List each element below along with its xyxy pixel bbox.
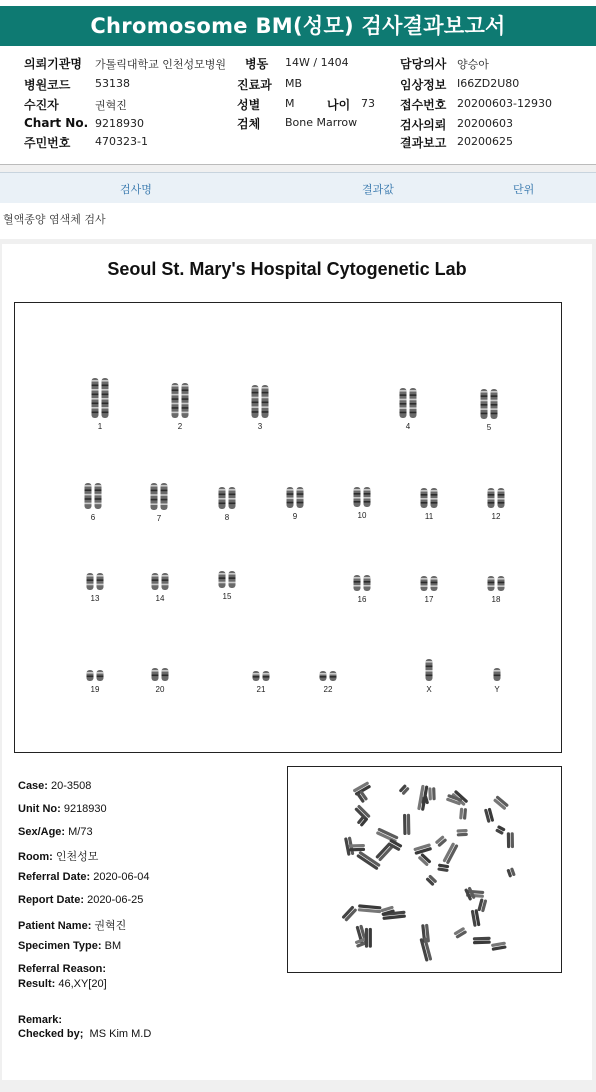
patient-label: Patient Name: (18, 920, 92, 932)
chromosome-label-14: 14 (155, 594, 165, 603)
info-value-chart-no: 9218930 (95, 117, 144, 130)
info-value-age: 73 (361, 97, 375, 110)
metaphase-chromosome (358, 904, 382, 913)
chromosome-14-2 (162, 573, 169, 590)
info-value-institution: 가톨릭대학교 인천성모병원 (95, 58, 227, 71)
chromosome-22-1 (320, 671, 327, 681)
metaphase-chromosome (473, 937, 491, 945)
info-value-request-date: 20200603 (457, 117, 513, 130)
lab-title: Seoul St. Mary's Hospital Cytogenetic Lab (107, 259, 467, 279)
metaphase-chromosome (506, 867, 516, 878)
metaphase-chromosome (459, 808, 467, 820)
chromosome-19-1 (87, 670, 94, 681)
result-table-header (0, 172, 596, 204)
chromosome-2-1 (172, 383, 179, 418)
metaphase-chromosome (442, 842, 458, 864)
metaphase-chromosome (477, 898, 487, 912)
chromosome-label-19: 19 (90, 685, 100, 694)
metaphase-chromosome (399, 784, 410, 795)
chromosome-16-1 (354, 575, 361, 591)
info-value-department: MB (285, 77, 303, 90)
room-line (18, 848, 98, 864)
info-value-resident-no: 470323-1 (95, 135, 148, 148)
chromosome-11-2 (431, 488, 438, 508)
chromosome-5-1 (481, 389, 488, 419)
metaphase-chromosome (341, 905, 357, 922)
sexage-label: Sex/Age: (18, 826, 66, 838)
referral-date-value: 2020-06-04 (93, 871, 150, 883)
chromosome-21-2 (263, 671, 270, 681)
bottom-strip (0, 1082, 596, 1092)
referral-date-label: Referral Date: (18, 871, 91, 883)
column-test-name[interactable]: 검사명 (120, 183, 152, 196)
metaphase-chromosome (464, 886, 476, 901)
chromosome-13-2 (97, 573, 104, 590)
karyotype-panel (14, 302, 562, 753)
info-key-accession-no: 접수번호 (400, 98, 447, 112)
info-value-accession-no: 20200603-12930 (457, 97, 552, 110)
referral-date-line (18, 871, 149, 883)
test-name-cell: 혈액종양 염색체 검사 (3, 213, 106, 226)
info-key-specimen: 검체 (237, 117, 261, 131)
chromosome-label-21: 21 (256, 685, 266, 694)
unit-label: Unit No: (18, 803, 61, 815)
chromosome-label-10: 10 (357, 511, 367, 520)
patient-info-panel (0, 46, 596, 165)
chromosome-21-1 (253, 671, 260, 681)
metaphase-chromosome (484, 808, 494, 824)
chromosome-11-1 (421, 488, 428, 508)
chromosome-label-5: 5 (486, 423, 492, 432)
metaphase-chromosome (437, 863, 449, 872)
chromosome-5-2 (491, 389, 498, 419)
info-key-patient: 수진자 (24, 98, 59, 112)
chromosome-10-2 (364, 487, 371, 507)
unit-line (18, 803, 107, 815)
chromosome-label-8: 8 (224, 513, 230, 522)
info-value-doctor: 양승아 (457, 58, 489, 71)
case-label: Case: (18, 780, 48, 792)
patient-value: 권혁진 (94, 920, 127, 932)
chromosome-Y-1 (494, 668, 501, 681)
info-key-clinical-info: 임상정보 (400, 78, 447, 92)
chromosome-7-1 (151, 483, 158, 510)
metaphase-chromosome (356, 851, 381, 871)
room-value: 인천성모 (55, 851, 99, 863)
chromosome-label-3: 3 (257, 422, 263, 431)
info-key-ward: 병동 (245, 57, 269, 71)
report-date-value: 2020-06-25 (87, 894, 144, 906)
case-line (18, 780, 91, 792)
room-label: Room: (18, 851, 53, 863)
chromosome-20-1 (152, 668, 159, 681)
info-key-hospital-code: 병원코드 (24, 78, 71, 92)
chromosome-18-1 (488, 576, 495, 591)
reason-label: Referral Reason: (18, 963, 107, 975)
sexage-value: M/73 (68, 826, 93, 838)
chromosome-8-2 (229, 487, 236, 509)
chromosome-2-2 (182, 383, 189, 418)
remark-label: Remark: (18, 1014, 63, 1026)
unit-value: 9218930 (63, 803, 107, 815)
checked-value: MS Kim M.D (89, 1028, 152, 1040)
result-value: 46,XY[20] (58, 978, 107, 990)
checked-line (18, 1028, 151, 1040)
metaphase-chromosome (453, 927, 467, 939)
info-key-request-date: 검사의뢰 (400, 118, 447, 132)
metaphase-chromosome (471, 909, 481, 927)
chromosome-label-Y: Y (494, 685, 500, 694)
chromosome-label-13: 13 (90, 594, 100, 603)
patient-line (18, 917, 126, 933)
info-key-resident-no: 주민번호 (24, 136, 71, 150)
chromosome-label-20: 20 (155, 685, 165, 694)
chromosome-label-7: 7 (156, 514, 162, 523)
column-result[interactable]: 결과값 (362, 183, 394, 196)
info-key-institution: 의뢰기관명 (24, 57, 82, 71)
metaphase-chromosome (435, 835, 448, 847)
chromosome-3-1 (252, 385, 259, 418)
metaphase-chromosome (413, 843, 432, 855)
metaphase-chromosome (365, 928, 372, 948)
reason-line (18, 963, 106, 975)
sexage-line (18, 826, 93, 838)
chromosome-label-17: 17 (424, 595, 434, 604)
specimen-label: Specimen Type: (18, 940, 102, 952)
report-date-line (18, 894, 143, 906)
specimen-value: BM (104, 940, 122, 952)
chromosome-label-12: 12 (491, 512, 501, 521)
chromosome-14-1 (152, 573, 159, 590)
chromosome-label-9: 9 (292, 512, 298, 521)
chromosome-label-2: 2 (177, 422, 183, 431)
chromosome-6-2 (95, 483, 102, 509)
info-key-chart-no: Chart No. (24, 116, 89, 130)
report-date-label: Report Date: (18, 894, 85, 906)
info-value-clinical-info: I66ZD2U80 (457, 77, 520, 90)
chromosome-label-18: 18 (491, 595, 501, 604)
chromosome-1-2 (102, 378, 109, 418)
chromosome-label-6: 6 (90, 513, 96, 522)
metaphase-chromosome (456, 829, 467, 837)
metaphase-chromosome (507, 832, 514, 848)
chromosome-10-1 (354, 487, 361, 507)
metaphase-chromosome (425, 874, 437, 886)
info-value-report-date: 20200625 (457, 135, 513, 148)
chromosome-label-1: 1 (97, 422, 103, 431)
chromosome-9-2 (297, 487, 304, 508)
metaphase-chromosome (376, 827, 399, 843)
chromosome-13-1 (87, 573, 94, 590)
column-unit[interactable]: 단위 (513, 183, 535, 196)
chromosome-label-X: X (426, 685, 432, 694)
chromosome-1-1 (92, 378, 99, 418)
table-row[interactable] (0, 203, 596, 239)
info-key-sex: 성별 (237, 98, 261, 112)
chromosome-17-1 (421, 576, 428, 591)
chromosome-label-16: 16 (357, 595, 367, 604)
info-value-hospital-code: 53138 (95, 77, 130, 90)
metaphase-chromosome (419, 937, 432, 962)
chromosome-label-22: 22 (323, 685, 333, 694)
chromosome-label-15: 15 (222, 592, 232, 601)
info-key-report-date: 결과보고 (400, 136, 447, 150)
chromosome-4-1 (400, 388, 407, 418)
metaphase-spread-drawing (288, 767, 561, 972)
chromosome-label-4: 4 (405, 422, 411, 431)
remark-line (18, 1014, 62, 1026)
chromosome-18-2 (498, 576, 505, 591)
chromosome-label-11: 11 (424, 512, 434, 521)
metaphase-spread-image (287, 766, 562, 973)
chromosome-3-2 (262, 385, 269, 418)
metaphase-chromosome (403, 814, 410, 835)
info-key-department: 진료과 (237, 78, 272, 92)
chromosome-22-2 (330, 671, 337, 681)
chromosome-X-1 (426, 659, 433, 681)
metaphase-chromosome (495, 825, 506, 835)
chromosome-15-1 (219, 571, 226, 588)
metaphase-chromosome (491, 941, 507, 950)
cytogenetic-report-image (2, 244, 592, 1080)
chromosome-6-1 (85, 483, 92, 509)
info-key-doctor: 담당의사 (400, 57, 447, 71)
chromosome-16-2 (364, 575, 371, 591)
info-value-ward: 14W / 1404 (285, 56, 349, 69)
case-value: 20-3508 (51, 780, 92, 792)
metaphase-chromosome (428, 787, 435, 800)
metaphase-chromosome (493, 795, 509, 810)
metaphase-chromosome (418, 853, 432, 867)
specimen-line (18, 940, 121, 952)
chromosome-17-2 (431, 576, 438, 591)
result-label: Result: (18, 978, 56, 990)
checked-label: Checked by; (18, 1028, 84, 1040)
info-key-age: 나이 (327, 98, 351, 112)
chromosome-15-2 (229, 571, 236, 588)
chromosome-8-1 (219, 487, 226, 509)
chromosome-20-2 (162, 668, 169, 681)
chromosome-12-2 (498, 488, 505, 508)
info-value-patient: 권혁진 (95, 99, 127, 112)
chromosome-7-2 (161, 483, 168, 510)
info-value-specimen: Bone Marrow (285, 116, 358, 129)
chromosome-12-1 (488, 488, 495, 508)
chromosome-4-2 (410, 388, 417, 418)
page-title: Chromosome BM(성모) 검사결과보고서 (0, 6, 596, 46)
result-line (18, 978, 107, 990)
chromosome-19-2 (97, 670, 104, 681)
chromosome-9-1 (287, 487, 294, 508)
info-value-sex: M (285, 97, 295, 110)
